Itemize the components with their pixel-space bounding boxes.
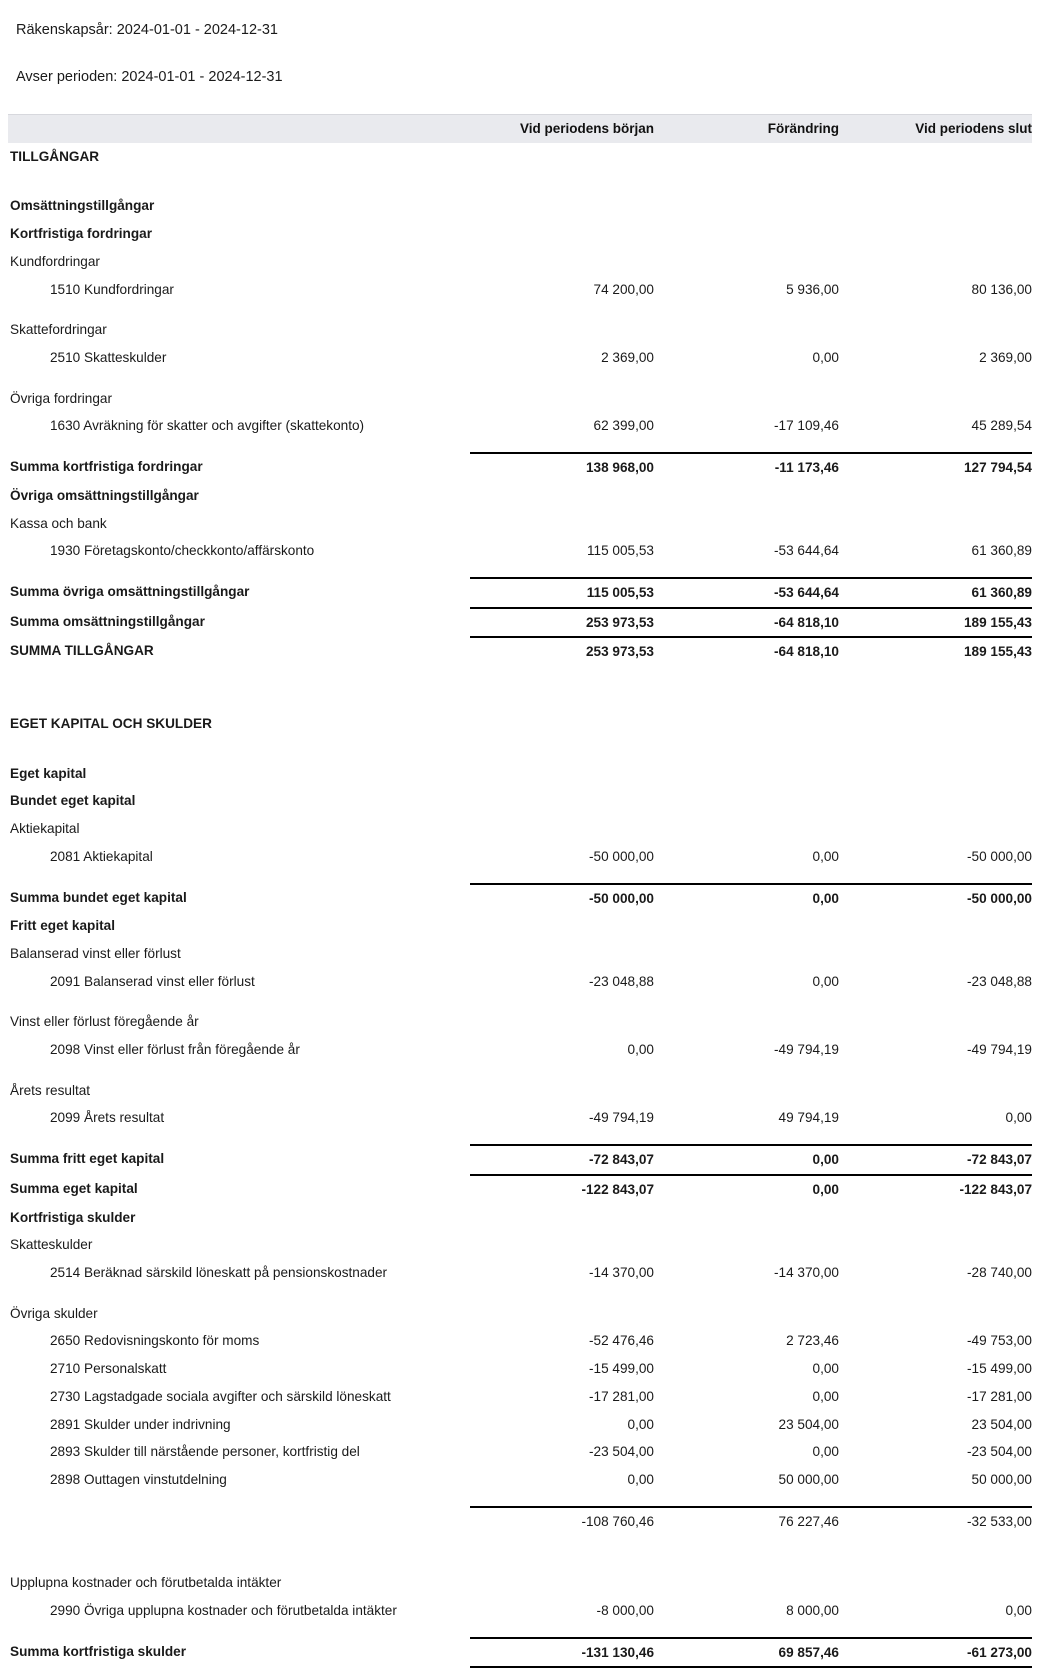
value-change: [654, 710, 839, 738]
row-label: EGET KAPITAL OCH SKULDER: [10, 716, 212, 732]
spacer-cell: [8, 738, 1032, 760]
row-label: 2510 Skatteskulder: [50, 350, 167, 365]
row-label: Balanserad vinst eller förlust: [10, 945, 181, 961]
value-start: -23 048,88: [588, 973, 654, 989]
value-change: 0,00: [812, 1444, 839, 1460]
value-start: [470, 815, 654, 843]
value-change: [654, 143, 839, 171]
row-label: [8, 1507, 470, 1536]
table-row: [8, 192, 1032, 220]
value-start: [470, 1077, 654, 1105]
value-end: -50 000,00: [839, 884, 1032, 913]
row-label: 2893 Skulder till närstående personer, kortfristig del: [50, 1444, 360, 1460]
row-label: 2650 Redovisningskonto för moms: [50, 1333, 260, 1349]
value-end: [839, 220, 1032, 248]
value-start: [470, 143, 654, 171]
value-change: [654, 1204, 839, 1232]
value-change: [654, 316, 839, 344]
value-start: -52 476,46: [588, 1333, 654, 1349]
table-row: [8, 316, 1032, 344]
table-row: [8, 1569, 1032, 1597]
value-end: 50 000,00: [971, 1471, 1032, 1487]
table-header: [8, 114, 1032, 143]
table-body: [8, 143, 1032, 1668]
row-label: Summa bundet eget kapital: [10, 889, 187, 905]
column-header-end: Vid periodens slut: [839, 114, 1032, 143]
value-start: [470, 1231, 654, 1259]
value-change: 0,00: [812, 1388, 839, 1404]
value-start: 138 968,00: [470, 453, 654, 482]
table-row: [8, 1438, 1032, 1466]
table-row: [8, 968, 1032, 996]
value-end: -49 753,00: [966, 1333, 1032, 1349]
value-change: [654, 248, 839, 276]
value-start: 115 005,53: [470, 578, 654, 608]
table-row: [8, 453, 1032, 482]
row-label: Kundfordringar: [10, 253, 100, 269]
value-end: [839, 815, 1032, 843]
spacer-row: [8, 995, 1032, 1008]
spacer-cell: [8, 871, 1032, 884]
value-end: [839, 385, 1032, 413]
value-end: [839, 710, 1032, 738]
column-header-start: Vid periodens början: [470, 114, 654, 143]
spacer-cell: [8, 372, 1032, 385]
value-change: 0,00: [654, 1145, 839, 1175]
spacer-cell: [8, 1494, 1032, 1507]
table-row: [8, 815, 1032, 843]
value-start: [470, 248, 654, 276]
row-label: 1630 Avräkning för skatter och avgifter (skattekonto): [50, 418, 365, 434]
value-end: 23 504,00: [971, 1416, 1032, 1432]
spacer-row: [8, 1287, 1032, 1300]
value-start: 253 973,53: [470, 608, 654, 638]
row-label: Övriga omsättningstillgångar: [10, 487, 199, 503]
value-end: [839, 1077, 1032, 1105]
table-row: [8, 1008, 1032, 1036]
spacer-cell: [8, 995, 1032, 1008]
value-change: [654, 760, 839, 788]
value-change: [654, 815, 839, 843]
table-row: [8, 1507, 1032, 1536]
row-label: 2710 Personalskatt: [50, 1361, 167, 1377]
value-change: 0,00: [654, 884, 839, 913]
row-label: Summa fritt eget kapital: [10, 1151, 165, 1167]
row-label: Summa eget kapital: [10, 1180, 138, 1196]
fiscal-year-line: Räkenskapsår: 2024-01-01 - 2024-12-31: [16, 22, 278, 38]
value-change: 5 936,00: [786, 281, 839, 297]
spacer-row: [8, 170, 1032, 192]
value-end: 189 155,43: [839, 637, 1032, 666]
value-start: -49 794,19: [588, 1110, 654, 1126]
spacer-cell: [8, 170, 1032, 192]
value-end: [839, 1204, 1032, 1232]
value-end: [839, 192, 1032, 220]
value-start: -122 843,07: [470, 1175, 654, 1204]
spacer-cell: [8, 303, 1032, 316]
value-change: -17 109,46: [773, 418, 839, 434]
spacer-cell: [8, 440, 1032, 453]
row-label: Aktiekapital: [10, 821, 80, 837]
spacer-row: [8, 1535, 1032, 1569]
value-start: 0,00: [627, 1471, 654, 1487]
table-row: [8, 510, 1032, 538]
value-start: [470, 192, 654, 220]
table-row: [8, 1204, 1032, 1232]
spacer-row: [8, 440, 1032, 453]
row-label: Omsättningstillgångar: [10, 198, 155, 214]
value-change: 0,00: [812, 350, 839, 365]
value-start: 0,00: [627, 1416, 654, 1432]
value-change: [654, 385, 839, 413]
balance-table: [8, 114, 1032, 1668]
table-row: [8, 1175, 1032, 1204]
value-end: [839, 940, 1032, 968]
spacer-cell: [8, 666, 1032, 710]
value-end: [839, 482, 1032, 510]
value-end: -122 843,07: [839, 1175, 1032, 1204]
row-label: Vinst eller förlust föregående år: [10, 1014, 199, 1030]
value-start: -17 281,00: [588, 1388, 654, 1404]
row-label: TILLGÅNGAR: [10, 148, 100, 164]
row-label: Kassa och bank: [10, 515, 107, 531]
row-label: 2730 Lagstadgade sociala avgifter och särskild löneskatt: [50, 1388, 391, 1404]
table-row: [8, 1231, 1032, 1259]
row-label: 2099 Årets resultat: [50, 1110, 165, 1126]
value-end: -28 740,00: [966, 1264, 1032, 1280]
value-start: [470, 912, 654, 940]
table-row: [8, 248, 1032, 276]
value-start: 0,00: [627, 1042, 654, 1058]
table-row: [8, 940, 1032, 968]
value-change: [654, 1300, 839, 1328]
value-start: [470, 1569, 654, 1597]
value-start: 253 973,53: [470, 637, 654, 666]
table-row: [8, 220, 1032, 248]
value-change: 0,00: [654, 1175, 839, 1204]
row-label: Skatteskulder: [10, 1237, 93, 1253]
value-end: 61 360,89: [971, 543, 1032, 559]
value-end: [839, 912, 1032, 940]
value-start: 74 200,00: [593, 281, 654, 297]
row-label: Fritt eget kapital: [10, 918, 115, 934]
value-change: -49 794,19: [773, 1042, 839, 1058]
spacer-cell: [8, 565, 1032, 578]
row-label: 2098 Vinst eller förlust från föregående år: [50, 1042, 300, 1058]
value-start: -8 000,00: [596, 1603, 654, 1619]
period-line: Avser perioden: 2024-01-01 - 2024-12-31: [16, 69, 283, 86]
value-end: 80 136,00: [971, 281, 1032, 297]
table-row: [8, 710, 1032, 738]
spacer-cell: [8, 1132, 1032, 1145]
value-end: -15 499,00: [966, 1361, 1032, 1377]
value-end: -23 048,88: [966, 973, 1032, 989]
value-change: 8 000,00: [786, 1603, 839, 1619]
table-row: [8, 143, 1032, 171]
row-label: 2081 Aktiekapital: [50, 848, 153, 864]
table-row: [8, 344, 1032, 372]
row-label: Summa kortfristiga fordringar: [10, 459, 203, 475]
row-label: 1510 Kundfordringar: [50, 281, 174, 297]
table-row: [8, 637, 1032, 666]
value-change: [654, 1569, 839, 1597]
table-row: [8, 578, 1032, 608]
value-end: [839, 143, 1032, 171]
row-label: Bundet eget kapital: [10, 793, 136, 809]
row-label: 2514 Beräknad särskild löneskatt på pensionskostnader: [50, 1264, 388, 1280]
value-start: [470, 710, 654, 738]
value-change: [654, 192, 839, 220]
value-change: [654, 787, 839, 815]
value-change: 0,00: [812, 1361, 839, 1377]
spacer-row: [8, 738, 1032, 760]
table-row: [8, 1259, 1032, 1287]
spacer-row: [8, 1064, 1032, 1077]
value-change: 76 227,46: [654, 1507, 839, 1536]
table-row: [8, 482, 1032, 510]
row-label: 2990 Övriga upplupna kostnader och förutbetalda intäkter: [50, 1603, 397, 1619]
row-label: SUMMA TILLGÅNGAR: [10, 643, 154, 659]
value-change: [654, 220, 839, 248]
table-row: [8, 912, 1032, 940]
value-end: [839, 1008, 1032, 1036]
value-start: [470, 787, 654, 815]
column-header-change: Förändring: [654, 114, 839, 143]
spacer-row: [8, 372, 1032, 385]
value-change: [654, 1077, 839, 1105]
value-change: [654, 1231, 839, 1259]
spacer-cell: [8, 1064, 1032, 1077]
row-label: 2891 Skulder under indrivning: [50, 1416, 231, 1432]
value-change: 0,00: [812, 848, 839, 864]
value-end: 0,00: [1005, 1603, 1032, 1619]
value-start: -50 000,00: [588, 848, 654, 864]
value-start: -23 504,00: [588, 1444, 654, 1460]
row-label: Summa övriga omsättningstillgångar: [10, 583, 250, 599]
value-change: -64 818,10: [654, 608, 839, 638]
value-change: [654, 510, 839, 538]
value-end: [839, 316, 1032, 344]
table-row: [8, 1466, 1032, 1494]
value-end: 189 155,43: [839, 608, 1032, 638]
table-row: [8, 884, 1032, 913]
value-change: 0,00: [812, 973, 839, 989]
value-change: 69 857,46: [654, 1638, 839, 1668]
table-row: [8, 787, 1032, 815]
table-row: [8, 1300, 1032, 1328]
value-start: [470, 760, 654, 788]
value-start: [470, 220, 654, 248]
spacer-row: [8, 1132, 1032, 1145]
value-start: [470, 940, 654, 968]
value-end: 61 360,89: [839, 578, 1032, 608]
row-label: Kortfristiga fordringar: [10, 226, 152, 242]
table-row: [8, 1036, 1032, 1064]
table-row: [8, 760, 1032, 788]
column-header-label: [8, 114, 470, 143]
value-start: [470, 316, 654, 344]
value-change: [654, 1008, 839, 1036]
table-row: [8, 608, 1032, 638]
value-end: -49 794,19: [966, 1042, 1032, 1058]
value-start: [470, 482, 654, 510]
value-end: [839, 760, 1032, 788]
value-start: [470, 510, 654, 538]
row-label: Kortfristiga skulder: [10, 1209, 136, 1225]
row-label: Övriga fordringar: [10, 390, 112, 406]
table-row: [8, 1638, 1032, 1668]
value-end: -17 281,00: [966, 1388, 1032, 1404]
value-end: -72 843,07: [839, 1145, 1032, 1175]
value-end: [839, 1231, 1032, 1259]
table-row: [8, 1145, 1032, 1175]
value-change: 23 504,00: [778, 1416, 839, 1432]
value-start: [470, 1008, 654, 1036]
table-row: [8, 276, 1032, 304]
row-label: Skattefordringar: [10, 322, 107, 338]
value-end: -32 533,00: [839, 1507, 1032, 1536]
value-change: -64 818,10: [654, 637, 839, 666]
row-label: 2898 Outtagen vinstutdelning: [50, 1471, 227, 1487]
value-end: -61 273,00: [839, 1638, 1032, 1668]
value-end: [839, 1569, 1032, 1597]
spacer-row: [8, 666, 1032, 710]
value-change: -11 173,46: [654, 453, 839, 482]
table-row: [8, 1077, 1032, 1105]
value-start: 115 005,53: [586, 543, 654, 559]
value-end: [839, 787, 1032, 815]
value-start: [470, 1300, 654, 1328]
value-change: [654, 940, 839, 968]
spacer-cell: [8, 1625, 1032, 1638]
value-start: 2 369,00: [601, 350, 654, 365]
value-start: 62 399,00: [593, 418, 654, 434]
table-row: [8, 1327, 1032, 1355]
value-end: -23 504,00: [966, 1444, 1032, 1460]
row-label: Eget kapital: [10, 765, 87, 781]
row-label: Summa omsättningstillgångar: [10, 613, 205, 629]
table-row: [8, 537, 1032, 565]
value-start: -131 130,46: [470, 1638, 654, 1668]
value-end: [839, 1300, 1032, 1328]
table-row: [8, 1383, 1032, 1411]
value-start: -15 499,00: [588, 1361, 654, 1377]
value-end: -50 000,00: [966, 848, 1032, 864]
table-row: [8, 1104, 1032, 1132]
row-label: Upplupna kostnader och förutbetalda intäkter: [10, 1575, 282, 1591]
value-change: [654, 482, 839, 510]
value-start: [470, 385, 654, 413]
spacer-cell: [8, 1535, 1032, 1569]
row-label: 1930 Företagskonto/checkkonto/affärskonto: [50, 543, 315, 559]
spacer-row: [8, 1494, 1032, 1507]
value-start: -14 370,00: [588, 1264, 654, 1280]
report-meta: [0, 0, 1040, 87]
value-end: 45 289,54: [971, 418, 1032, 434]
value-start: -50 000,00: [470, 884, 654, 913]
header-row: [8, 114, 1032, 143]
value-start: [470, 1204, 654, 1232]
spacer-cell: [8, 1287, 1032, 1300]
value-end: 127 794,54: [839, 453, 1032, 482]
row-label: Årets resultat: [10, 1082, 91, 1098]
spacer-row: [8, 1625, 1032, 1638]
spacer-row: [8, 303, 1032, 316]
row-label: Summa kortfristiga skulder: [10, 1643, 187, 1659]
table-row: [8, 385, 1032, 413]
row-label: 2091 Balanserad vinst eller förlust: [50, 973, 255, 989]
value-start: -108 760,46: [470, 1507, 654, 1536]
row-label: Övriga skulder: [10, 1305, 98, 1321]
value-change: 50 000,00: [778, 1471, 839, 1487]
value-change: -14 370,00: [773, 1264, 839, 1280]
table-row: [8, 1411, 1032, 1439]
value-change: 2 723,46: [786, 1333, 839, 1349]
value-end: 2 369,00: [979, 350, 1032, 365]
table-row: [8, 412, 1032, 440]
table-row: [8, 1597, 1032, 1625]
spacer-row: [8, 871, 1032, 884]
value-change: -53 644,64: [773, 543, 839, 559]
spacer-row: [8, 565, 1032, 578]
value-end: 0,00: [1005, 1110, 1032, 1126]
value-start: -72 843,07: [470, 1145, 654, 1175]
value-change: -53 644,64: [654, 578, 839, 608]
value-change: 49 794,19: [778, 1110, 839, 1126]
value-end: [839, 510, 1032, 538]
value-change: [654, 912, 839, 940]
table-row: [8, 843, 1032, 871]
table-row: [8, 1355, 1032, 1383]
value-end: [839, 248, 1032, 276]
